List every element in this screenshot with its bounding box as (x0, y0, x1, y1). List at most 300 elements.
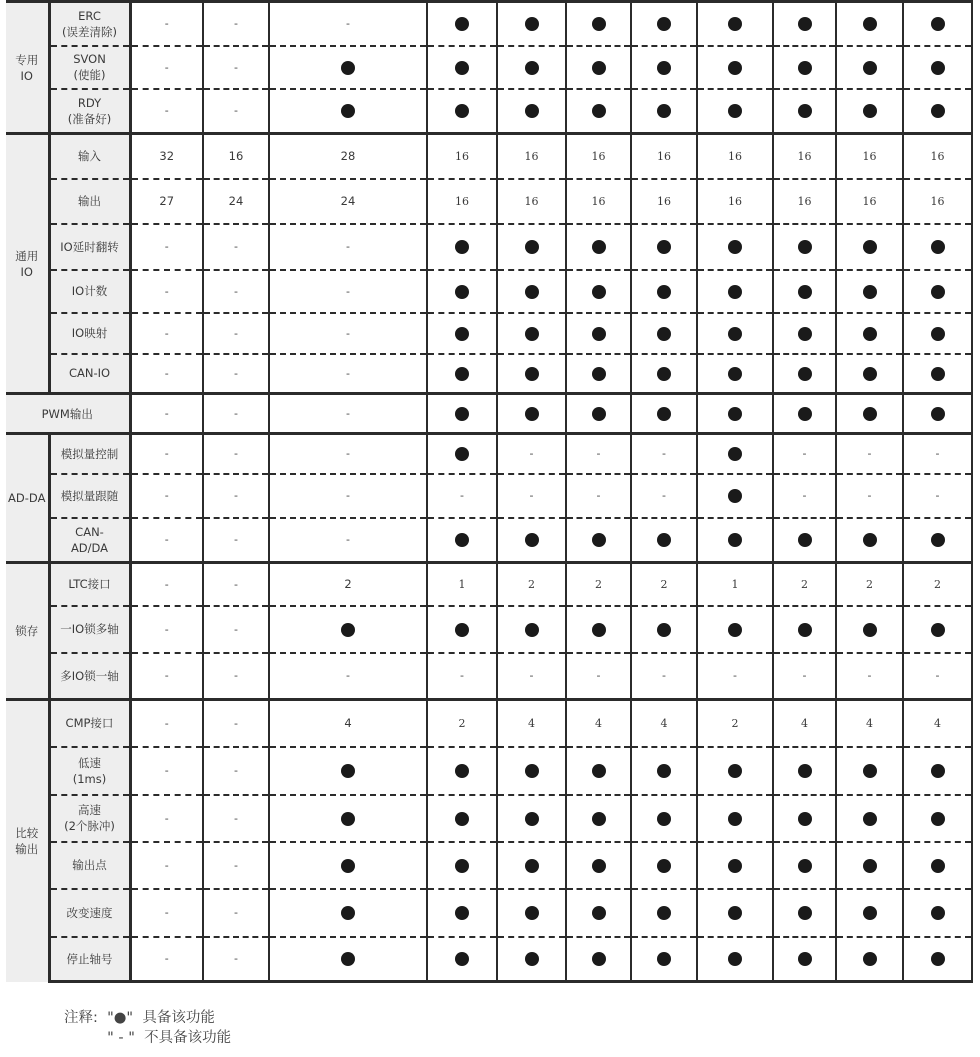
supported-dot-icon (863, 859, 877, 873)
unsupported-mark: - (346, 489, 350, 502)
supported-dot-icon (455, 240, 469, 254)
value-text: 16 (862, 149, 877, 163)
legend-text-has-feature: 具备该功能 (142, 1010, 215, 1026)
supported-dot-icon (931, 812, 945, 826)
supported-dot-icon (341, 104, 355, 118)
unsupported-mark: - (234, 489, 238, 502)
supported-dot-icon (657, 812, 671, 826)
value-cell (566, 354, 631, 394)
table-row (6, 474, 972, 518)
value-cell (836, 134, 903, 179)
value-cell (631, 134, 697, 179)
value-cell (836, 394, 903, 434)
value-cell (631, 889, 697, 937)
supported-dot-icon (455, 285, 469, 299)
value-cell (130, 889, 203, 937)
row-label: RDY (准备好) (49, 89, 130, 134)
value-cell (269, 2, 427, 46)
value-text: 4 (344, 716, 352, 731)
unsupported-mark: - (346, 284, 350, 298)
supported-dot-icon (728, 104, 742, 118)
supported-dot-icon (455, 61, 469, 75)
value-cell (130, 842, 203, 889)
value-text: 16 (591, 194, 606, 208)
value-cell (773, 889, 836, 937)
supported-dot-icon (657, 952, 671, 966)
value-cell (903, 606, 972, 653)
value-cell (497, 46, 566, 89)
unsupported-mark: - (234, 622, 238, 636)
supported-dot-icon (728, 906, 742, 920)
supported-dot-icon (657, 61, 671, 75)
value-text: 16 (228, 149, 244, 164)
value-cell (203, 563, 269, 606)
unsupported-mark: - (234, 533, 238, 547)
value-cell (631, 518, 697, 563)
value-cell (836, 179, 903, 224)
value-cell (427, 46, 497, 89)
value-cell (427, 270, 497, 313)
supported-dot-icon (341, 812, 355, 826)
row-label: CMP接口 (49, 700, 130, 747)
value-cell (697, 89, 773, 134)
value-text: 2 (458, 716, 466, 730)
unsupported-mark: - (867, 669, 872, 683)
supported-dot-icon (455, 407, 469, 421)
value-cell (497, 270, 566, 313)
supported-dot-icon (525, 952, 539, 966)
table-row (6, 46, 972, 89)
unsupported-mark: - (234, 716, 238, 730)
unsupported-mark: - (164, 284, 169, 298)
table-row (6, 606, 972, 653)
value-cell (269, 653, 427, 700)
row-label: 模拟量控制 (49, 434, 130, 474)
value-text: 27 (159, 194, 175, 208)
unsupported-mark: - (234, 284, 238, 298)
unsupported-mark: - (164, 906, 169, 919)
value-cell (697, 474, 773, 518)
value-cell (836, 606, 903, 653)
value-cell (203, 937, 269, 982)
value-cell (836, 842, 903, 889)
value-cell (566, 394, 631, 434)
value-cell (697, 434, 773, 474)
supported-dot-icon (931, 367, 945, 381)
value-cell (566, 270, 631, 313)
supported-dot-icon (931, 240, 945, 254)
supported-dot-icon (657, 859, 671, 873)
value-cell (903, 842, 972, 889)
value-cell (497, 313, 566, 354)
value-cell (427, 2, 497, 46)
value-text: 4 (801, 716, 808, 730)
supported-dot-icon (931, 17, 945, 31)
value-cell (269, 89, 427, 134)
value-cell (903, 313, 972, 354)
table-row (6, 394, 972, 434)
supported-dot-icon (525, 61, 539, 75)
unsupported-mark: - (802, 447, 807, 461)
supported-dot-icon (728, 407, 742, 421)
value-cell (773, 795, 836, 842)
value-cell (203, 270, 269, 313)
unsupported-mark: - (346, 447, 350, 461)
supported-dot-icon (455, 623, 469, 637)
supported-dot-icon (798, 764, 812, 778)
value-cell (427, 134, 497, 179)
value-cell (269, 700, 427, 747)
value-cell (130, 434, 203, 474)
table-row (6, 842, 972, 889)
unsupported-mark: - (529, 669, 534, 683)
supported-dot-icon (657, 367, 671, 381)
unsupported-mark: - (346, 669, 350, 683)
value-text: 16 (455, 149, 469, 163)
value-cell (697, 563, 773, 606)
table-row (6, 134, 972, 179)
value-cell (130, 653, 203, 700)
table-row (6, 795, 972, 842)
value-cell (566, 653, 631, 700)
value-cell (497, 606, 566, 653)
value-cell (697, 795, 773, 842)
value-cell (697, 354, 773, 394)
row-label: SVON (使能) (49, 46, 130, 89)
value-cell (836, 270, 903, 313)
value-cell (836, 747, 903, 795)
value-cell (203, 46, 269, 89)
value-cell (697, 179, 773, 224)
unsupported-mark: - (234, 858, 238, 872)
legend-text-no-feature: 不具备该功能 (144, 1030, 232, 1046)
supported-dot-icon (455, 447, 469, 461)
unsupported-mark: - (460, 489, 464, 502)
value-cell (836, 474, 903, 518)
value-cell (773, 474, 836, 518)
unsupported-mark: - (234, 577, 238, 591)
value-cell (631, 179, 697, 224)
value-cell (631, 46, 697, 89)
value-cell (836, 518, 903, 563)
value-cell (903, 474, 972, 518)
value-text: 16 (728, 194, 742, 208)
value-cell (130, 747, 203, 795)
value-text: 4 (866, 716, 873, 730)
table-row (6, 179, 972, 224)
value-cell (269, 889, 427, 937)
supported-dot-icon (341, 61, 355, 75)
supported-dot-icon (798, 952, 812, 966)
supported-dot-icon (525, 367, 539, 381)
value-cell (836, 700, 903, 747)
supported-dot-icon (931, 327, 945, 341)
legend-title: 注释: (64, 1010, 98, 1026)
value-cell (427, 474, 497, 518)
supported-dot-icon (525, 764, 539, 778)
value-cell (130, 270, 203, 313)
supported-dot-icon (525, 859, 539, 873)
value-cell (130, 313, 203, 354)
value-cell (631, 563, 697, 606)
unsupported-mark: - (346, 366, 350, 380)
value-cell (903, 747, 972, 795)
supported-dot-icon (525, 17, 539, 31)
value-cell (130, 354, 203, 394)
legend (64, 1008, 231, 1048)
value-cell (697, 518, 773, 563)
table-row (6, 889, 972, 937)
row-label: CAN- AD/DA (49, 518, 130, 563)
supported-dot-icon (525, 407, 539, 421)
value-cell (130, 795, 203, 842)
value-cell (773, 563, 836, 606)
value-cell (130, 563, 203, 606)
value-cell (130, 606, 203, 653)
value-cell (566, 224, 631, 270)
unsupported-mark: - (529, 489, 534, 502)
value-cell (566, 313, 631, 354)
value-text: 16 (728, 149, 742, 163)
supported-dot-icon (657, 906, 671, 920)
value-cell (269, 313, 427, 354)
value-cell (836, 563, 903, 606)
supported-dot-icon (863, 407, 877, 421)
table-row (6, 747, 972, 795)
table-row (6, 224, 972, 270)
supported-dot-icon (798, 859, 812, 873)
supported-dot-icon (728, 952, 742, 966)
value-cell (269, 354, 427, 394)
supported-dot-icon (341, 952, 355, 966)
group-label: AD-DA (6, 434, 49, 563)
supported-dot-icon (592, 17, 606, 31)
row-label: 一IO锁多轴 (49, 606, 130, 653)
row-label: 模拟量跟随 (49, 474, 130, 518)
value-cell (773, 179, 836, 224)
value-cell (631, 700, 697, 747)
value-cell (566, 700, 631, 747)
value-cell (203, 179, 269, 224)
supported-dot-icon (798, 533, 812, 547)
value-cell (836, 653, 903, 700)
value-cell (836, 434, 903, 474)
value-text: 16 (797, 149, 812, 163)
value-cell (631, 937, 697, 982)
value-cell (697, 653, 773, 700)
feature-comparison-table (6, 0, 973, 983)
value-cell (427, 89, 497, 134)
legend-symbol-dash: " - " (107, 1030, 135, 1046)
value-text: 2 (801, 577, 808, 591)
value-cell (697, 606, 773, 653)
value-cell (903, 179, 972, 224)
value-cell (903, 937, 972, 982)
supported-dot-icon (657, 104, 671, 118)
value-cell (903, 434, 972, 474)
unsupported-mark: - (164, 952, 169, 966)
value-cell (903, 354, 972, 394)
supported-dot-icon (931, 764, 945, 778)
supported-dot-icon (525, 240, 539, 254)
value-cell (130, 937, 203, 982)
supported-dot-icon (592, 327, 606, 341)
value-cell (269, 795, 427, 842)
supported-dot-icon (455, 859, 469, 873)
value-cell (203, 434, 269, 474)
legend-symbol-dot: "●" (107, 1010, 134, 1026)
value-cell (631, 606, 697, 653)
value-cell (631, 354, 697, 394)
supported-dot-icon (657, 533, 671, 547)
row-label: ERC (误差清除) (49, 2, 130, 46)
value-cell (269, 394, 427, 434)
value-cell (836, 224, 903, 270)
unsupported-mark: - (346, 533, 350, 547)
supported-dot-icon (592, 61, 606, 75)
value-cell (203, 474, 269, 518)
unsupported-mark: - (234, 240, 238, 253)
value-cell (903, 2, 972, 46)
row-label: IO延时翻转 (49, 224, 130, 270)
value-cell (836, 795, 903, 842)
supported-dot-icon (931, 407, 945, 421)
value-cell (427, 434, 497, 474)
value-cell (566, 606, 631, 653)
value-text: 2 (595, 577, 602, 591)
value-text: 2 (344, 577, 352, 592)
value-cell (203, 747, 269, 795)
value-text: 2 (866, 577, 873, 591)
unsupported-mark: - (596, 447, 601, 461)
value-cell (427, 795, 497, 842)
supported-dot-icon (798, 623, 812, 637)
supported-dot-icon (931, 906, 945, 920)
value-cell (697, 747, 773, 795)
value-text: 16 (930, 194, 945, 208)
table-row (6, 313, 972, 354)
table-row (6, 270, 972, 313)
value-text: 16 (657, 194, 671, 208)
supported-dot-icon (455, 952, 469, 966)
value-cell (497, 224, 566, 270)
value-text: 16 (797, 194, 812, 208)
value-cell (773, 394, 836, 434)
value-cell (203, 606, 269, 653)
unsupported-mark: - (346, 17, 350, 31)
value-cell (497, 795, 566, 842)
unsupported-mark: - (935, 669, 940, 683)
supported-dot-icon (657, 240, 671, 254)
value-cell (903, 563, 972, 606)
value-text: 4 (934, 716, 941, 730)
supported-dot-icon (863, 533, 877, 547)
value-cell (130, 89, 203, 134)
value-cell (903, 270, 972, 313)
value-cell (697, 394, 773, 434)
value-cell (566, 179, 631, 224)
value-cell (631, 653, 697, 700)
unsupported-mark: - (164, 326, 169, 340)
value-cell (566, 474, 631, 518)
value-cell (269, 937, 427, 982)
supported-dot-icon (525, 285, 539, 299)
supported-dot-icon (863, 952, 877, 966)
supported-dot-icon (798, 327, 812, 341)
group-label: 锁存 (6, 563, 49, 700)
supported-dot-icon (728, 812, 742, 826)
unsupported-mark: - (234, 326, 238, 340)
supported-dot-icon (863, 623, 877, 637)
supported-dot-icon (455, 906, 469, 920)
value-text: 2 (934, 577, 941, 591)
value-cell (130, 394, 203, 434)
value-cell (130, 134, 203, 179)
supported-dot-icon (592, 906, 606, 920)
value-cell (497, 89, 566, 134)
supported-dot-icon (592, 407, 606, 421)
value-cell (566, 134, 631, 179)
supported-dot-icon (728, 623, 742, 637)
unsupported-mark: - (164, 716, 169, 730)
supported-dot-icon (931, 285, 945, 299)
value-cell (427, 518, 497, 563)
value-text: 16 (591, 149, 606, 163)
table-row (6, 354, 972, 394)
row-label: 改变速度 (49, 889, 130, 937)
value-cell (566, 518, 631, 563)
supported-dot-icon (728, 285, 742, 299)
unsupported-mark: - (234, 447, 238, 461)
value-cell (903, 700, 972, 747)
supported-dot-icon (798, 240, 812, 254)
row-label: CAN-IO (49, 354, 130, 394)
value-cell (269, 747, 427, 795)
row-label: IO计数 (49, 270, 130, 313)
value-text: 1 (731, 577, 739, 591)
unsupported-mark: - (234, 60, 238, 74)
unsupported-mark: - (662, 669, 666, 683)
value-text: 16 (524, 149, 539, 163)
value-cell (903, 394, 972, 434)
unsupported-mark: - (935, 489, 940, 502)
value-cell (697, 937, 773, 982)
row-label: 高速 (2个脉冲) (49, 795, 130, 842)
supported-dot-icon (931, 61, 945, 75)
value-cell (566, 842, 631, 889)
value-cell (427, 889, 497, 937)
value-cell (427, 653, 497, 700)
supported-dot-icon (455, 764, 469, 778)
value-cell (269, 46, 427, 89)
supported-dot-icon (592, 240, 606, 254)
supported-dot-icon (863, 240, 877, 254)
table-row (6, 518, 972, 563)
value-cell (427, 354, 497, 394)
value-cell (203, 224, 269, 270)
value-cell (836, 937, 903, 982)
unsupported-mark: - (596, 489, 601, 502)
value-cell (269, 434, 427, 474)
unsupported-mark: - (662, 489, 666, 502)
value-cell (903, 518, 972, 563)
value-cell (631, 474, 697, 518)
supported-dot-icon (863, 812, 877, 826)
unsupported-mark: - (733, 669, 737, 683)
supported-dot-icon (455, 17, 469, 31)
supported-dot-icon (657, 285, 671, 299)
supported-dot-icon (341, 623, 355, 637)
